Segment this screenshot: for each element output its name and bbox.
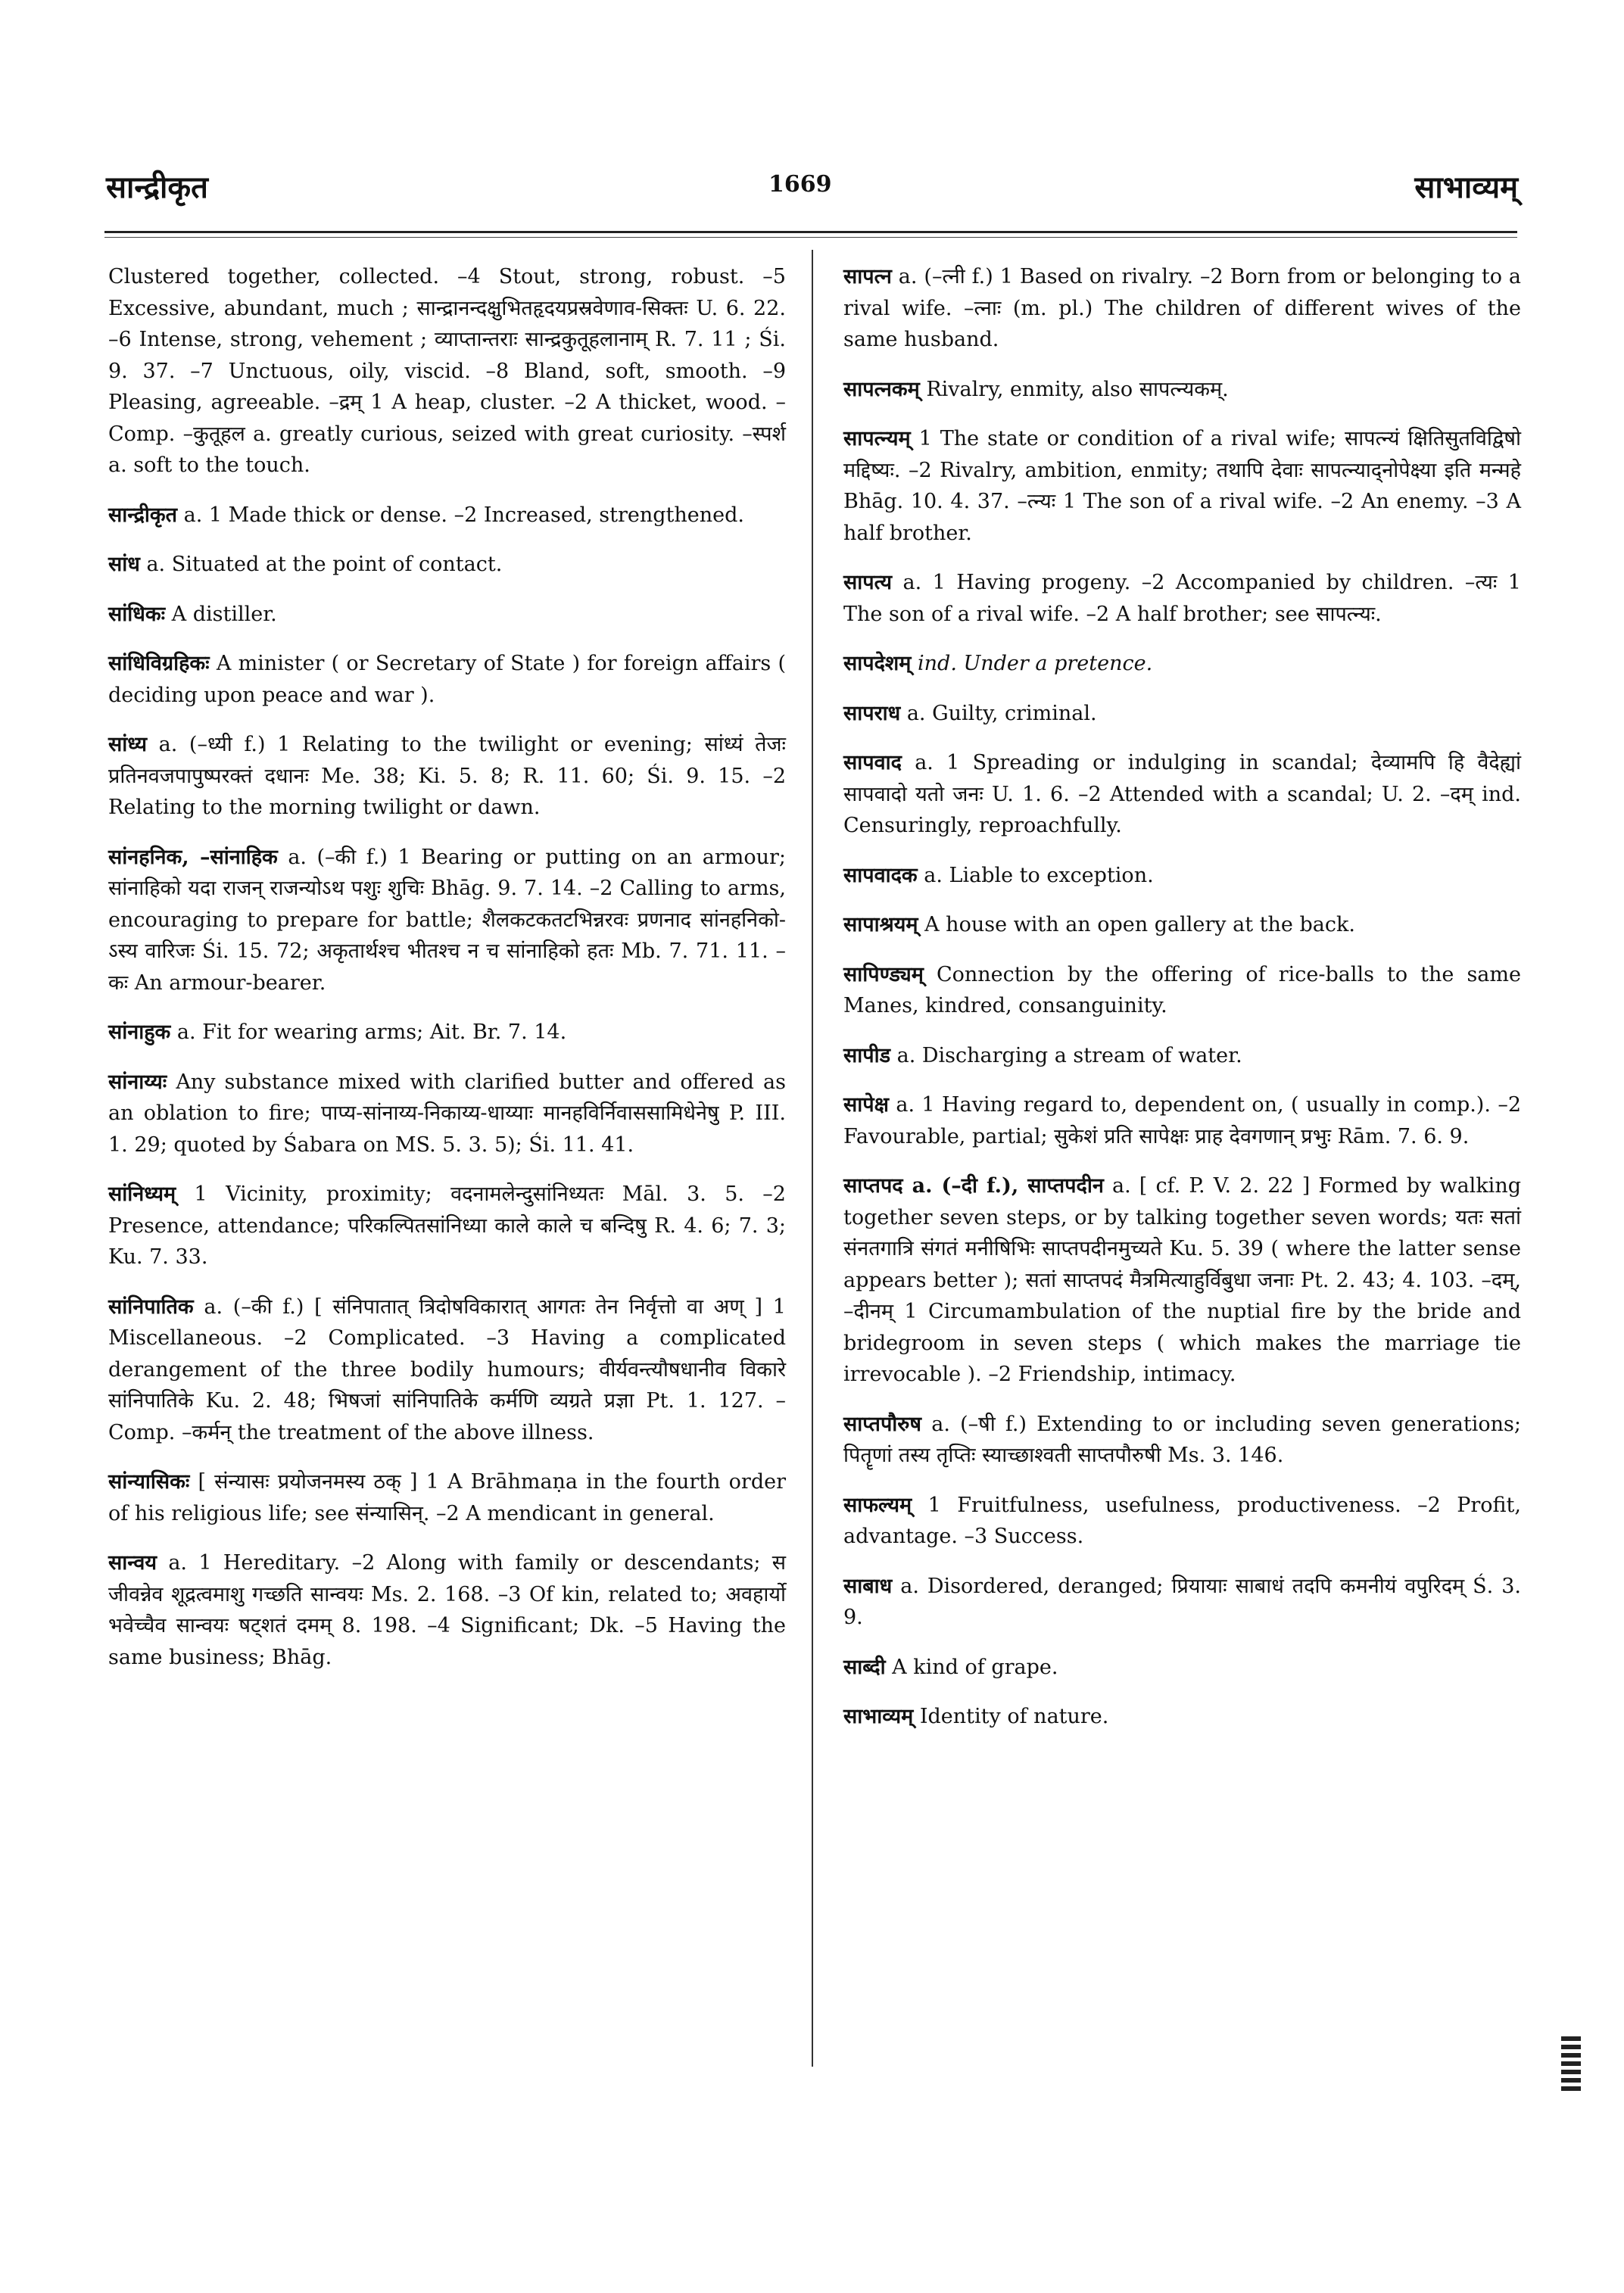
- entry-headword: सांनाहुक: [108, 1020, 171, 1044]
- entry-headword: साप्तपौरुष: [843, 1412, 922, 1436]
- dictionary-entry: [843, 959, 1521, 1022]
- dictionary-entry: [843, 567, 1521, 630]
- entry-text: 1 Vicinity, proximity; वदनामलेन्दुसांनिध्यतः Māl. 3. 5. –2 Presence, attendance; परिकल्पितसांनिध्या काले काले च बन्दिषु R. 4. 6; 7. 3; Ku. 7. 33.: [108, 1182, 786, 1269]
- entry-text: a. [ cf. P. V. 2. 22 ] Formed by walking together seven steps, or by talking together seven words; यतः सतां संनतगात्रि संगतं मनीषिभिः साप्तपदीनमुच्यते Ku. 5. 39 ( where the latter sense appears better ); सतां साप्तपदं मैत्रमित्याहुर्विबुधा जनाः Pt. 2. 43; 4. 103. –दम्, –दीनम् 1 Circumambulation of the nuptial fire by the bride and bridegroom in seven steps ( which makes the marriage tie irrevocable ). –2 Friendship, intimacy.: [843, 1174, 1521, 1386]
- entry-headword: सांध: [108, 553, 140, 576]
- entry-text: ind. Under a pretence.: [918, 652, 1153, 675]
- entry-headword: सांनहनिक, –सांनाहिक: [108, 845, 278, 869]
- dictionary-entry: [843, 1089, 1521, 1152]
- entry-headword: सांधिविग्रहिकः: [108, 652, 210, 675]
- entry-text: a. Liable to exception.: [924, 863, 1154, 887]
- dictionary-entry: [108, 842, 786, 999]
- entry-headword: सांनिध्यम्: [108, 1182, 176, 1206]
- entry-headword: सांध्य: [108, 733, 148, 756]
- entry-headword: सापदेशम्: [843, 652, 912, 675]
- dictionary-entry: [108, 500, 786, 531]
- entry-headword: सापाश्रयम्: [843, 913, 918, 936]
- dictionary-entry: [843, 261, 1521, 356]
- entry-text: 1 The state or condition of a rival wife; सापत्न्यं क्षितिसुतविद्विषो मद्दिष्यः. –2 Rivalry, ambition, enmity; तथापि देवाः सापत्न्याद्नोपेक्ष्या इति मन्महे Bhāg. 10. 4. 37. –त्न्यः 1 The son of a rival wife. –2 An enemy. –3 A half brother.: [843, 427, 1522, 545]
- entry-text: Identity of nature.: [919, 1705, 1109, 1728]
- entry-text: A house with an open gallery at the back.: [924, 913, 1355, 936]
- entry-headword: साप्तपद a. (–दी f.), साप्तपदीन: [843, 1174, 1104, 1198]
- entry-headword: सापवाद: [843, 751, 902, 774]
- entry-text: a. Situated at the point of contact.: [146, 553, 503, 576]
- dictionary-entry: [843, 423, 1521, 549]
- entry-headword: सापत्नकम्: [843, 377, 920, 401]
- entry-headword: सापीड: [843, 1043, 891, 1067]
- entry-text: a. Guilty, criminal.: [906, 701, 1097, 725]
- entry-text: a. 1 Having progeny. –2 Accompanied by children. –त्यः 1 The son of a rival wife. –2 A half brother; see सापत्न्यः.: [843, 571, 1521, 626]
- entry-text: a. 1 Made thick or dense. –2 Increased, strengthened.: [183, 503, 745, 527]
- dictionary-entry: [108, 599, 786, 631]
- entry-text: A distiller.: [171, 602, 277, 626]
- dictionary-entry: [108, 648, 786, 711]
- dictionary-entry: [843, 1040, 1521, 1072]
- entry-text: a. (–त्नी f.) 1 Based on rivalry. –2 Born from or belonging to a rival wife. –त्नाः (m. pl.) The children of different wives of the same husband.: [843, 265, 1521, 351]
- entry-text: a. Fit for wearing arms; Ait. Br. 7. 14.: [176, 1020, 567, 1044]
- dictionary-entry: [843, 1652, 1521, 1684]
- entry-text: 1 Fruitfulness, usefulness, productiveness. –2 Profit, advantage. –3 Success.: [843, 1493, 1521, 1548]
- dictionary-entry: [843, 747, 1521, 842]
- entry-text: a. 1 Hereditary. –2 Along with family or descendants; स जीवन्नेव शूद्रत्वमाशु गच्छति सान्वयः Ms. 2. 168. –3 Of kin, related to; अवहार्यो भवेच्चैव सान्वयः षट्शतं दमम् 8. 198. –4 Significant; Dk. –5 Having the same business; Bhāg.: [108, 1551, 786, 1669]
- column-divider: [812, 250, 813, 2067]
- dictionary-entry: [843, 1571, 1521, 1634]
- entry-headword: सान्वय: [108, 1551, 157, 1575]
- dictionary-entry: [843, 374, 1521, 406]
- header-rule-thin: [104, 237, 1517, 238]
- entry-headword: साब्दी: [843, 1655, 886, 1679]
- entry-headword: सापेक्ष: [843, 1093, 889, 1117]
- entry-headword: सापत्य: [843, 571, 893, 594]
- entry-headword: सांनिपातिक: [108, 1294, 194, 1319]
- dictionary-entry: [108, 1547, 786, 1673]
- entry-text: [ संन्यासः प्रयोजनमस्य ठक् ] 1 A Brāhmaṇa in the fourth order of his religious life; see संन्यासिन्. –2 A mendicant in general.: [108, 1470, 786, 1525]
- entry-text: a. (–षी f.) Extending to or including seven generations; पितॄणां तस्य तृप्तिः स्याच्छाश्वती साप्तपौरुषी Ms. 3. 146.: [843, 1412, 1521, 1467]
- entry-headword: साबाध: [843, 1574, 893, 1598]
- entry-text: a. (–की f.) [ संनिपातात् त्रिदोषविकारात् आगतः तेन निर्वृत्तो वा अण् ] 1 Miscellaneous. –2 Complicated. –3 Having a complicated derangement of the three bodily humours; वीर्यवन्त्यौषधानीव विकारे सांनिपातिके Ku. 2. 48; भिषजां सांनिपातिके कर्मणि व्यग्रते प्रज्ञा Pt. 1. 127. –Comp. –कर्मन् the treatment of the above illness.: [108, 1294, 786, 1444]
- entry-text: Any substance mixed with clarified butter and offered as an oblation to fire; पाप्य-सांनाय्य-निकाय्य-धाय्याः मानहविर्निवाससामिधेनेषु P. III. 1. 29; quoted by Śabara on MS. 5. 3. 5); Śi. 11. 41.: [108, 1070, 786, 1157]
- entry-headword: सापत्न: [843, 265, 892, 288]
- right-column: [843, 261, 1521, 1751]
- entry-text: a. Discharging a stream of water.: [896, 1043, 1242, 1067]
- entry-text: A kind of grape.: [892, 1655, 1058, 1679]
- page-number: 1669: [768, 171, 832, 198]
- dictionary-entry: [108, 261, 786, 481]
- running-head-right: साभाव्यम्: [1414, 170, 1518, 205]
- thumb-index-marks: [1561, 2036, 1581, 2094]
- entry-text: a. Disordered, deranged; प्रियायाः साबाधं तदपि कमनीयं वपुरिदम् Ś. 3. 9.: [843, 1574, 1521, 1629]
- entry-headword: सान्द्रीकृत: [108, 503, 178, 527]
- dictionary-entry: [108, 549, 786, 581]
- entry-headword: सापवादक: [843, 863, 918, 887]
- entry-headword: सांन्यासिकः: [108, 1470, 190, 1494]
- entry-headword: सापिण्ड्यम्: [843, 962, 924, 986]
- dictionary-entry: [843, 698, 1521, 730]
- dictionary-entry: [108, 1067, 786, 1161]
- dictionary-entry: [843, 1490, 1521, 1553]
- dictionary-entry: [108, 1466, 786, 1529]
- dictionary-entry: [108, 1179, 786, 1273]
- entry-headword: सापराध: [843, 701, 901, 725]
- entry-text: Rivalry, enmity, also सापत्न्यकम्.: [926, 377, 1229, 401]
- running-head-left: सान्द्रीकृत: [106, 170, 208, 205]
- dictionary-entry: [843, 860, 1521, 892]
- dictionary-entry: [843, 648, 1521, 680]
- entry-headword: सापत्न्यम्: [843, 427, 911, 450]
- entry-headword: साभाव्यम्: [843, 1705, 914, 1728]
- entry-text: a. (–ध्यी f.) 1 Relating to the twilight or evening; सांध्यं तेजः प्रतिनवजपापुष्परक्तं दधानः Me. 38; Ki. 5. 8; R. 11. 60; Śi. 9. 15. –2 Relating to the morning twilight or dawn.: [108, 733, 786, 819]
- dictionary-entry: [843, 909, 1521, 941]
- left-column: [108, 261, 786, 1691]
- dictionary-entry: [843, 1701, 1521, 1733]
- entry-text: a. (–की f.) 1 Bearing or putting on an armour; सांनाहिको यदा राजन् राजन्योऽथ पशुः शुचिः Bhāg. 9. 7. 14. –2 Calling to arms, encouraging to prepare for battle; शैलकटकतटभिन्नरवः प्रणनाद सांनहनिको-ऽस्य वारिजः Śi. 15. 72; अकृतार्थश्च भीतश्च न च सांनाहिको हतः Mb. 7. 71. 11. –कः An armour-bearer.: [108, 845, 786, 995]
- dictionary-entry: [843, 1409, 1521, 1472]
- header-rule: [104, 231, 1517, 233]
- dictionary-entry: [843, 1170, 1521, 1391]
- entry-text: A minister ( or Secretary of State ) for foreign affairs ( deciding upon peace and war ).: [108, 652, 786, 707]
- entry-text: Connection by the offering of rice-balls to the same Manes, kindred, consanguinity.: [843, 962, 1521, 1017]
- entry-text: a. 1 Spreading or indulging in scandal; देव्यामपि हि वैदेह्यां सापवादो यतो जनः U. 1. 6. –2 Attended with a scandal; U. 2. –दम् ind. Censuringly, reproachfully.: [843, 751, 1521, 837]
- entry-headword: साफल्यम्: [843, 1493, 912, 1517]
- dictionary-entry: [108, 1291, 786, 1449]
- entry-text: a. 1 Having regard to, dependent on, ( usually in comp.). –2 Favourable, partial; सुकेशं प्रति सापेक्षः प्राह देवगणान् प्रभुः Rām. 7. 6. 9.: [843, 1093, 1521, 1148]
- entry-headword: सांधिकः: [108, 602, 166, 626]
- entry-headword: सांनाय्यः: [108, 1070, 167, 1094]
- entry-text: Clustered together, collected. –4 Stout, strong, robust. –5 Excessive, abundant, much ; सान्द्रानन्दक्षुभितहृदयप्रस्रवेणाव-सिक्तः U. 6. 22. –6 Intense, strong, vehement ; व्याप्तान्तराः सान्द्रकुतूहलानाम् R. 7. 11 ; Śi. 9. 37. –7 Unctuous, oily, viscid. –8 Bland, soft, smooth. –9 Pleasing, agreeable. –द्रम् 1 A heap, cluster. –2 A thicket, wood. –Comp. –कुतूहल a. greatly curious, seized with great curiosity. –स्पर्श a. soft to the touch.: [108, 265, 786, 477]
- dictionary-entry: [108, 729, 786, 824]
- dictionary-entry: [108, 1017, 786, 1048]
